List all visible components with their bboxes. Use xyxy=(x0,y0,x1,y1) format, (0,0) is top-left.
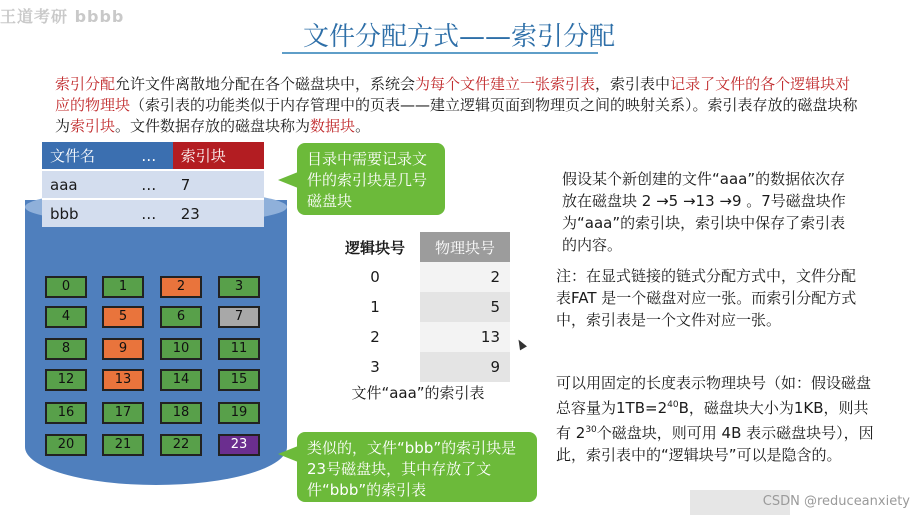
index-header-logical: 逻辑块号 xyxy=(344,238,405,257)
callout-pointer xyxy=(278,172,298,188)
logical-cell: 1 xyxy=(370,298,380,316)
disk-block-19: 19 xyxy=(218,402,260,424)
logical-cell: 0 xyxy=(370,268,380,286)
table-row xyxy=(42,199,264,227)
disk-block-2: 2 xyxy=(160,276,202,298)
disk-block-23: 23 xyxy=(218,434,260,456)
index-header-physical: 物理块号 xyxy=(420,232,510,262)
note3-exp-40: 40 xyxy=(667,400,679,410)
intro-text-3: （索引表的功能类似于内存管理中的页表——建立逻辑页面到物理页之间的映射关系）。索引表存放的磁盘块称为 xyxy=(55,96,858,135)
intro-text-5: 。 xyxy=(355,117,371,135)
intro-term-index-block: 索引块 xyxy=(70,117,116,135)
dir-cell: … xyxy=(133,170,173,199)
disk-block-6: 6 xyxy=(160,306,202,328)
physical-cell: 13 xyxy=(420,322,510,352)
intro-term-table: 为每个文件建立一张索引表 xyxy=(415,75,596,93)
intro-text-1: 允许文件离散地分配在各个磁盘块中，系统会 xyxy=(115,75,416,93)
note3-exp-30: 30 xyxy=(585,425,597,435)
callout-pointer xyxy=(278,446,298,462)
callout-directory: 目录中需要记录文件的索引块是几号磁盘块 xyxy=(297,143,445,215)
logo: 王道考研 bbbb xyxy=(0,7,125,26)
table-row xyxy=(330,352,510,382)
title-underline xyxy=(282,52,598,54)
watermark: CSDN @reduceanxiety xyxy=(762,494,910,509)
disk-block-18: 18 xyxy=(160,402,202,424)
intro-term-mapping: 记录了文件的各个逻辑块对应的物理块 xyxy=(55,75,851,114)
disk-block-5: 5 xyxy=(102,306,144,328)
table-row xyxy=(330,292,510,322)
note-example: 假设某个新创建的文件“aaa”的数据依次存放在磁盘块 2 →5 →13 →9 。7号磁盘块作为“aaa”的索引块，索引块中保存了索引表的内容。 xyxy=(562,170,846,254)
dir-header-ellipsis: … xyxy=(133,142,173,170)
disk-block-10: 10 xyxy=(160,338,202,360)
dir-cell: aaa xyxy=(42,170,133,199)
disk-block-0: 0 xyxy=(45,276,87,298)
disk-block-22: 22 xyxy=(160,434,202,456)
index-table-caption: 文件“aaa”的索引表 xyxy=(351,384,485,402)
disk-block-12: 12 xyxy=(45,369,87,391)
disk-block-9: 9 xyxy=(102,338,144,360)
disk-block-4: 4 xyxy=(45,306,87,328)
logical-cell: 2 xyxy=(370,328,380,346)
dir-cell: … xyxy=(133,199,173,227)
table-row xyxy=(330,262,510,292)
disk-block-3: 3 xyxy=(218,276,260,298)
dir-cell: 7 xyxy=(173,170,264,199)
intro-text-4: 。文件数据存放的磁盘块称为 xyxy=(115,117,311,135)
note3-text-e: 个磁盘块，则可用 4B 表示磁盘块号），因此，索引表中的“逻辑块号”可以是隐含的。 xyxy=(556,424,874,464)
disk-block-21: 21 xyxy=(102,434,144,456)
disk-block-15: 15 xyxy=(218,369,260,391)
dir-cell: bbb xyxy=(42,199,133,227)
slide-title: 文件分配方式——索引分配 xyxy=(302,22,615,52)
dir-header-filename: 文件名 xyxy=(42,142,133,170)
disk-block-16: 16 xyxy=(45,402,87,424)
disk-block-14: 14 xyxy=(160,369,202,391)
disk-block-7: 7 xyxy=(218,306,260,328)
mouse-cursor-icon xyxy=(515,338,527,351)
table-row xyxy=(42,170,264,199)
intro-term-indexed: 索引分配 xyxy=(55,75,116,93)
physical-cell: 9 xyxy=(420,352,510,382)
disk-block-11: 11 xyxy=(218,338,260,360)
intro-term-data-block: 数据块 xyxy=(310,117,356,135)
callout-bbb: 类似的，文件“bbb”的索引块是23号磁盘块，其中存放了文件“bbb”的索引表 xyxy=(297,432,537,502)
disk-block-20: 20 xyxy=(45,434,87,456)
disk-block-1: 1 xyxy=(102,276,144,298)
dir-header-index-block: 索引块 xyxy=(173,142,264,170)
intro-paragraph xyxy=(55,74,865,137)
logical-cell: 3 xyxy=(370,358,380,376)
dir-cell: 23 xyxy=(173,199,264,227)
directory-table xyxy=(42,142,264,227)
note3-text-c: B，磁盘块大小为1KB，则共有 2 xyxy=(556,399,869,442)
disk-block-17: 17 xyxy=(102,402,144,424)
note-fat-comparison: 注：在显式链接的链式分配方式中，文件分配表FAT 是一个磁盘对应一张。而索引分配方式中，索引表是一个文件对应一张。 xyxy=(556,267,857,329)
physical-cell: 5 xyxy=(420,292,510,322)
disk-block-13: 13 xyxy=(102,369,144,391)
note3-text-a: 可以用固定的长度表示物理块号（如：假设磁盘总容量为1TB=2 xyxy=(556,374,872,417)
index-table xyxy=(330,232,510,382)
table-row xyxy=(330,322,510,352)
note-fixed-length xyxy=(556,372,876,466)
intro-text-2: ，索引表中 xyxy=(595,75,671,93)
disk-block-8: 8 xyxy=(45,338,87,360)
physical-cell: 2 xyxy=(420,262,510,292)
